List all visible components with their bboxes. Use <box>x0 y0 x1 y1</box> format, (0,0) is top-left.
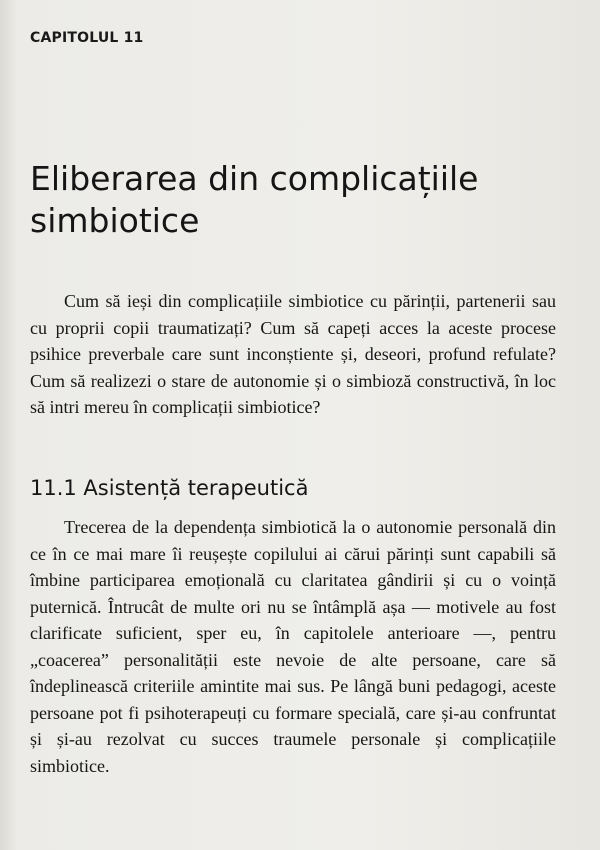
section-paragraph: Trecerea de la dependența simbiotică la o autonomie personală din ce în ce mai mare îi reușește copilului ai cărui părinți sunt capabili să îmbine participarea emoțională cu claritatea gândirii și cu o voință puternică. Întrucât de multe ori nu se întâmplă așa — motivele au fost clarificate suficient, sper eu, în capitolele anterioare —, pentru „coacerea” personalității este nevoie de alte persoane, care să îndeplinească criteriile amintite mai sus. Pe lângă buni pedagogi, aceste persoane pot fi psihoterapeuți cu formare specială, care și-au confruntat și și-au rezolvat cu succes traumele personale și complicațiile simbiotice. <box>30 517 556 776</box>
intro-paragraph: Cum să ieși din complicațiile simbiotice cu părinții, partenerii sau cu proprii copii traumatizați? Cum să capeți acces la aceste procese psihice preverbale care sunt inconștiente și, deseori, profund refulate? Cum să realizezi o stare de autonomie și o simbioză constructivă, în loc să intri mereu în complicații simbiotice? <box>30 291 556 417</box>
section-heading: 11.1 Asistență terapeutică <box>30 476 309 500</box>
chapter-label: CAPITOLUL 11 <box>30 30 144 46</box>
chapter-title: Eliberarea din complicațiile simbiotice <box>30 159 479 240</box>
